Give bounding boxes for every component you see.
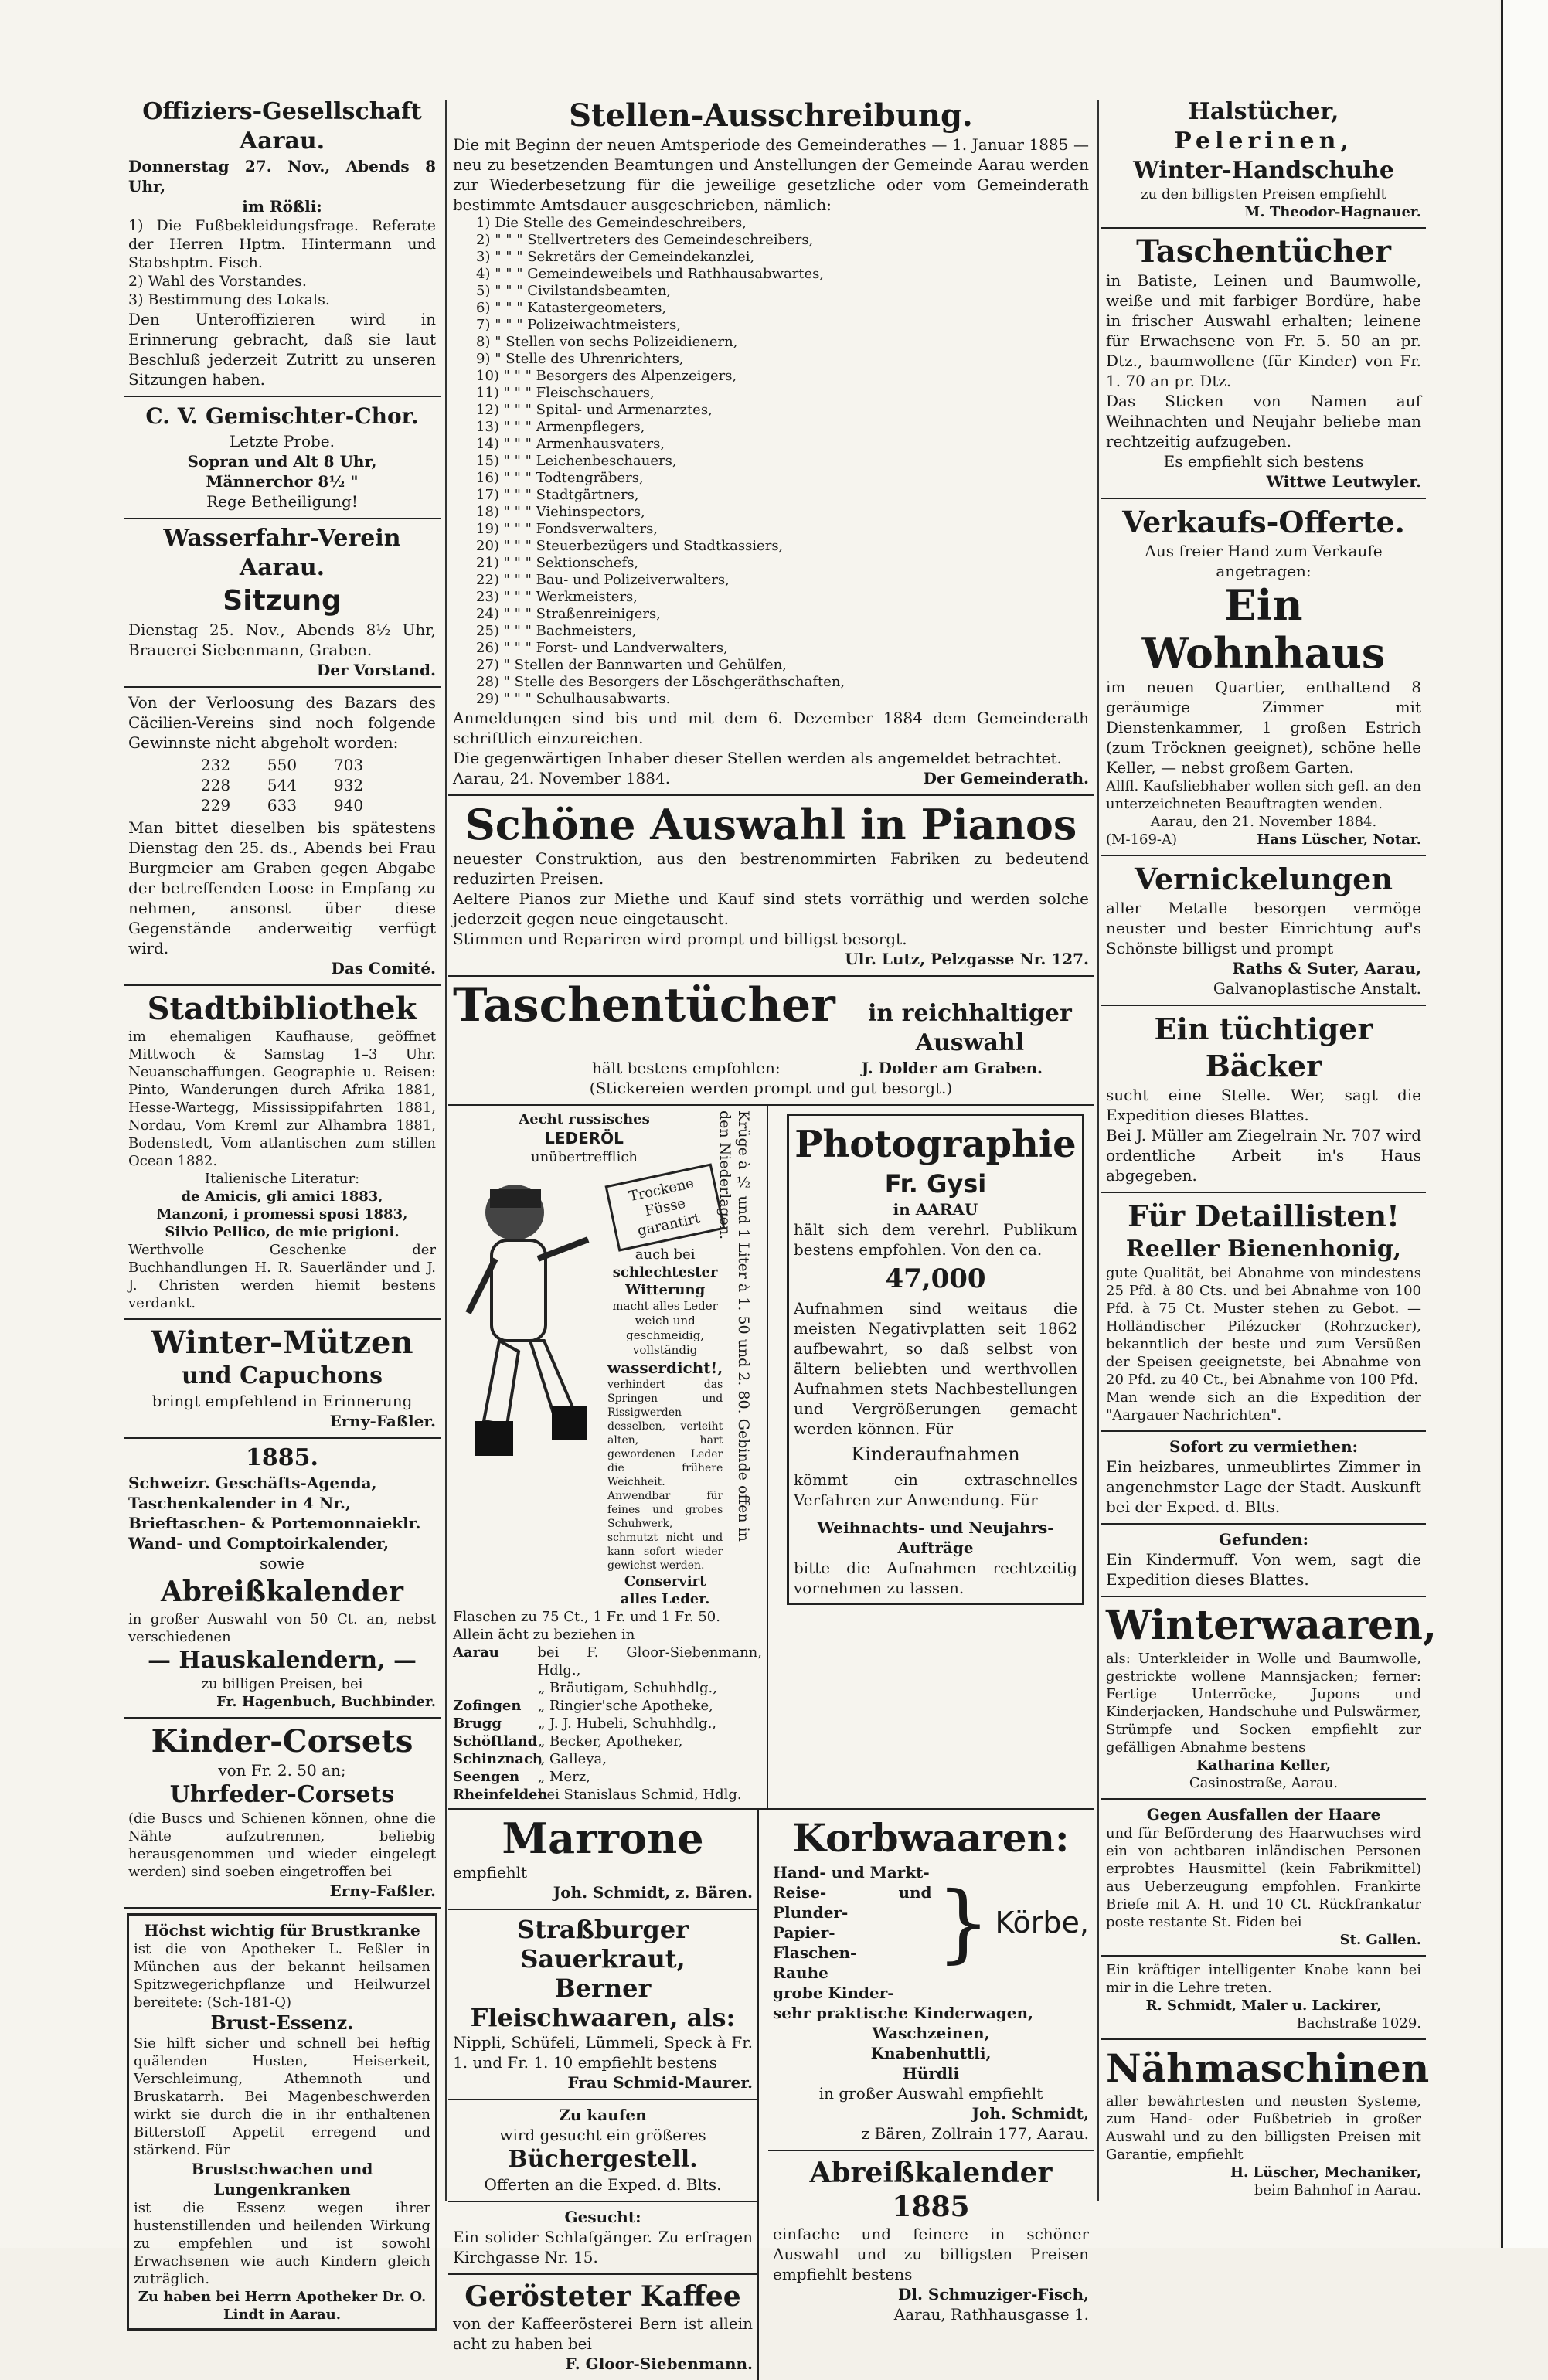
table-row: 232 550 703 bbox=[200, 756, 364, 774]
ad-text: Donnerstag 27. Nov., Abends 8 Uhr, bbox=[128, 157, 436, 196]
ad-text: Es empfiehlt sich bestens bbox=[1163, 452, 1364, 471]
ad-knabe bbox=[1101, 1957, 1426, 2040]
ad-text: in AARAU bbox=[893, 1200, 978, 1219]
ad-signature: F. Gloor-Siebenmann. bbox=[565, 2354, 753, 2373]
ad-gesucht bbox=[448, 2202, 757, 2275]
ad-text: bringt empfehlend in Erinnerung bbox=[151, 1392, 413, 1410]
ad-text: Die mit Beginn der neuen Amtsperiode des Gemeinderathes — 1. Januar 1885 — neu zu besetzenden Beamtungen und Anstellungen der Gemeinde Aarau werden zur Wiederbesetzung für die jeweilige gesetzliche oder vom Gemeinderath bestimmte Amtsdauer ausgeschrieben, nämlich: bbox=[453, 135, 1089, 214]
ad-text: zu den billigsten Preisen empfiehlt bbox=[1141, 186, 1386, 202]
ad-text: im neuen Quartier, enthaltend 8 geräumige Zimmer mit Dienstenkammer, 1 großen Estrich (zum Tröcknen geeignet), schöne helle Keller, — nebst großem Garten. bbox=[1106, 678, 1421, 777]
vertical-text: Krüge à ½ und 1 Liter à 1. 50 und 2. 80. Gebinde offen in den Niederlagen. bbox=[716, 1110, 752, 1542]
ad-text: Sie hilft sicher und schnell bei heftig quälenden Husten, Heiserkeit, Verschleimung, Athemnoth und Bruskatarrh. Bei Magenbeschwerden wirkt sie durch die in ihr enthaltenen Bitterstoff Appetit erregend und stärkend. Für bbox=[134, 2035, 430, 2158]
ad-text: Brieftaschen- & Portemonnaieklr. bbox=[128, 1514, 421, 1532]
list-item bbox=[453, 1644, 762, 1679]
ad-text: auch bei bbox=[635, 1246, 696, 1263]
ad-text: Ein solider Schlafgänger. Zu erfragen Kirchgasse Nr. 15. bbox=[453, 2228, 753, 2266]
list-item: 1) Die Fußbekleidungsfrage. Referate der Herren Hptm. Hintermann und Stabshptm. Fisch. bbox=[128, 217, 436, 271]
ad-text: Ein kräftiger intelligenter Knabe kann bei mir in die Lehre treten. bbox=[1106, 1962, 1421, 1996]
ad-marrone bbox=[448, 1810, 757, 1910]
ad-text: Wand- und Comptoirkalender, bbox=[128, 1534, 390, 1552]
number-table bbox=[182, 754, 383, 816]
ad-title: Straßburger Sauerkraut, bbox=[517, 1915, 689, 1974]
list-item: 10) " " " Besorgers des Alpenzeigers, bbox=[476, 368, 737, 384]
ad-gemischter-chor bbox=[124, 397, 441, 519]
ad-address: Aarau, Rathhausgasse 1. bbox=[893, 2305, 1089, 2324]
ad-title: 1885. bbox=[246, 1444, 318, 1471]
ad-text: zu billigen Preisen, bei bbox=[201, 1676, 363, 1692]
depot-seller: „ J. J. Hubeli, Schuhhdlg., bbox=[538, 1715, 717, 1732]
list-item: 5) " " " Civilstandsbeamten, bbox=[476, 283, 672, 299]
lower-left bbox=[448, 1810, 759, 2380]
ad-title: Offiziers-Gesellschaft Aarau. bbox=[142, 98, 422, 155]
ad-text: als: Unterkleider in Wolle und Baumwolle, gestrickte wollene Mannsjacken; ferner: Fertige Unterröcke, Jupons und Kinderjacken, Handschuhe und Pulswärmer, Strümpfe und Socken empfiehlt zur gefälligen Abnahme bestens bbox=[1106, 1651, 1421, 1756]
ad-title: Wasserfahr-Verein Aarau. bbox=[163, 525, 401, 581]
depot-town: Zofingen bbox=[453, 1698, 522, 1714]
ad-text: hält bestens empfohlen: bbox=[592, 1059, 781, 1077]
ad-text: sowie bbox=[260, 1554, 304, 1572]
ad-vernickelungen bbox=[1101, 856, 1426, 1006]
ad-abreisskalender bbox=[768, 2151, 1094, 2331]
list-item: 24) " " " Straßenreinigers, bbox=[476, 606, 661, 622]
depot-seller: bei F. Gloor-Siebenmann, Hdlg., bbox=[537, 1644, 762, 1678]
depot-seller: bei Stanislaus Schmid, Hdlg. bbox=[538, 1787, 742, 1803]
list-item: 1) Die Stelle des Gemeindeschreibers, bbox=[476, 215, 747, 231]
ad-text: Anmeldungen sind bis und mit dem 6. Dezember 1884 dem Gemeinderath schriftlich einzureichen. bbox=[453, 709, 1089, 747]
ad-text: Letzte Probe. bbox=[230, 432, 335, 450]
ad-text: Flaschen zu 75 Ct., 1 Fr. und 1 Fr. 50. bbox=[453, 1609, 720, 1625]
ad-text: Zu kaufen bbox=[559, 2106, 647, 2124]
ad-text: schlechtester Witterung bbox=[612, 1264, 718, 1298]
ad-text: Aufnahmen sind weitaus die meisten Negativplatten seit 1862 aufbewahrt, so daß selbst von ältern beliebten und werthvollen Aufnahmen stets Nachbestellungen und Vergrößerungen gemacht werden können. Für bbox=[794, 1299, 1077, 1438]
ad-wasserfahr-verein bbox=[124, 519, 441, 688]
ad-title: Taschentücher bbox=[453, 978, 835, 1032]
ad-taschentuecher-leutwyler bbox=[1101, 229, 1426, 499]
ad-title: Nähmaschinen bbox=[1106, 2045, 1430, 2091]
list-item: 26) " " " Forst- und Landverwalters, bbox=[476, 640, 728, 656]
ad-text: Italienische Literatur: bbox=[204, 1171, 360, 1187]
list-item bbox=[453, 1715, 762, 1732]
list-item: 23) " " " Werkmeisters, bbox=[476, 589, 638, 605]
ad-text: empfiehlt bbox=[453, 1863, 528, 1882]
ad-text: unübertrefflich bbox=[530, 1149, 638, 1165]
ad-text: Schweizr. Geschäfts-Agenda, bbox=[128, 1474, 377, 1492]
ad-title: Verkaufs-Offerte. bbox=[1122, 505, 1405, 539]
depot-seller: „ Becker, Apotheker, bbox=[538, 1733, 683, 1749]
ad-lederoel bbox=[448, 1106, 768, 1808]
ad-text: Hürdli bbox=[902, 2064, 960, 2082]
ad-signature: J. Dolder am Graben. bbox=[861, 1059, 1043, 1077]
ad-signature: H. Lüscher, Mechaniker, bbox=[1230, 2164, 1421, 2181]
middle-split bbox=[448, 1106, 1094, 1810]
ad-subtitle: und Capuchons bbox=[182, 1362, 383, 1389]
ad-text: ist die von Apotheker L. Feßler in München aus der bekannt heilsamen Spitzwegerichpflanze und Heilwurzel bereitete: (Sch-181-Q) bbox=[134, 1941, 430, 2011]
list-item: 16) " " " Todtengräbers, bbox=[476, 470, 644, 486]
list-item bbox=[453, 1679, 762, 1697]
ad-text: (Stickereien werden prompt und gut besorgt.) bbox=[589, 1079, 953, 1097]
ad-pianos bbox=[448, 796, 1094, 977]
list-item: 27) " Stellen der Bannwarten und Gehülfen, bbox=[476, 657, 787, 673]
ad-text: sucht eine Stelle. Wer, sagt die Expedition dieses Blattes. bbox=[1106, 1086, 1421, 1124]
list-item: 3) Bestimmung des Lokals. bbox=[128, 291, 330, 308]
ad-text: Allfl. Kaufsliebhaber wollen sich gefl. an den unterzeichneten Beauftragten wenden. bbox=[1106, 778, 1421, 812]
list-item: 19) " " " Fondsverwalters, bbox=[476, 521, 658, 537]
ad-text: neuester Construktion, aus den bestrenommirten Fabriken zu bedeutend reduzirten Preisen. bbox=[453, 849, 1089, 888]
ad-text: Galvanoplastische Anstalt. bbox=[1213, 979, 1421, 998]
ad-signature: Das Comité. bbox=[331, 959, 436, 978]
ad-title: Gefunden: bbox=[1218, 1530, 1309, 1549]
ad-title: Halstücher, bbox=[1188, 98, 1339, 125]
depot-seller: „ Merz, bbox=[538, 1769, 590, 1785]
ad-title: Taschentücher bbox=[1136, 233, 1391, 270]
ad-verloosung bbox=[124, 688, 441, 986]
list-item: 7) " " " Polizeiwachtmeisters, bbox=[476, 317, 682, 333]
ad-text: Rauhe bbox=[773, 1964, 828, 1982]
ad-text: Ein heizbares, unmeublirtes Zimmer in angenehmster Lage der Stadt. Auskunft bei der Exped. d. Blts. bbox=[1106, 1457, 1421, 1516]
ad-title: Brust-Essenz. bbox=[210, 2011, 354, 2034]
ad-text: in großer Auswahl empfiehlt bbox=[818, 2084, 1043, 2103]
ad-kaffee bbox=[448, 2275, 757, 2380]
ad-signature: Joh. Schmidt, z. Bären. bbox=[553, 1883, 753, 1902]
ad-title: Vernickelungen bbox=[1135, 862, 1393, 896]
ad-text: bitte die Aufnahmen rechtzeitig vornehmen zu lassen. bbox=[794, 1559, 1077, 1597]
ad-text: Knabenhuttli, bbox=[870, 2044, 992, 2062]
ad-number: 47,000 bbox=[885, 1263, 986, 1294]
ad-text: macht alles Leder weich und geschmeidig, vollständig bbox=[612, 1299, 718, 1357]
ad-text: Nippli, Schüfeli, Lümmeli, Speck à Fr. 1. und Fr. 1. 10 empfiehlt bestens bbox=[453, 2033, 753, 2072]
list-item: 22) " " " Bau- und Polizeiverwalters, bbox=[476, 572, 730, 588]
ad-text: Bei J. Müller am Ziegelrain Nr. 707 wird ordentliche Arbeit in's Haus abgegeben. bbox=[1106, 1126, 1421, 1185]
ad-text: von der Kaffeerösterei Bern ist allein acht zu haben bei bbox=[453, 2314, 753, 2353]
ad-address: Casinostraße, Aarau. bbox=[1189, 1775, 1339, 1791]
ad-text: in großer Auswahl von 50 Ct. an, nebst verschiedenen bbox=[128, 1611, 436, 1645]
list-item: 11) " " " Fleischschauers, bbox=[476, 385, 655, 401]
list-item: 12) " " " Spital- und Armenarztes, bbox=[476, 402, 713, 418]
column-middle bbox=[448, 93, 1094, 2373]
list-item: 21) " " " Sektionschefs, bbox=[476, 555, 639, 571]
ad-title: Büchergestell. bbox=[508, 2146, 698, 2173]
ad-subtitle: Kinderaufnahmen bbox=[851, 1443, 1020, 1465]
ad-text: sehr praktische Kinderwagen, bbox=[773, 2004, 1034, 2022]
ad-text: aller bewährtesten und neusten Systeme, zum Hand- oder Fußbetrieb in großer Auswahl und zu den billigsten Preisen mit Garantie, empfiehlt bbox=[1106, 2093, 1421, 2163]
ad-signature: Wittwe Leutwyler. bbox=[1266, 472, 1421, 491]
ad-text: wasserdicht!, bbox=[607, 1358, 723, 1377]
ad-signature: Der Gemeinderath. bbox=[923, 769, 1089, 787]
ad-text: Den Unteroffizieren wird in Erinnerung gebracht, daß sie laut Beschluß jederzeit Zutritt zu unseren Sitzungen haben. bbox=[128, 310, 436, 389]
ad-title: Abreißkalender bbox=[160, 1576, 404, 1608]
column-left bbox=[124, 93, 441, 2323]
ad-title: Für Detaillisten! bbox=[1128, 1198, 1400, 1233]
list-item: 15) " " " Leichenbeschauers, bbox=[476, 453, 677, 469]
list-item: 29) " " " Schulhausabwarts. bbox=[476, 691, 671, 707]
ad-title: Pelerinen, bbox=[1174, 128, 1353, 155]
list-item: 25) " " " Bachmeisters, bbox=[476, 623, 637, 639]
ad-haare bbox=[1101, 1800, 1426, 1957]
list-item: 13) " " " Armenpflegers, bbox=[476, 419, 645, 435]
ad-winterwaaren bbox=[1101, 1597, 1437, 1800]
list-item: 14) " " " Armenhausvaters, bbox=[476, 436, 665, 452]
ad-text: Allein ächt zu beziehen in bbox=[453, 1627, 635, 1643]
depot-seller: „ Ringier'sche Apotheke, bbox=[538, 1698, 713, 1714]
ad-signature: Raths & Suter, Aarau, bbox=[1232, 959, 1421, 978]
ad-address: z Bären, Zollrain 177, Aarau. bbox=[861, 2124, 1089, 2143]
brace-glyph: } bbox=[936, 1873, 991, 1972]
list-item: 3) " " " Sekretärs der Gemeindekanzlei, bbox=[476, 249, 755, 265]
card-text: Trockene Füsse garantirt bbox=[627, 1175, 702, 1239]
ad-baecker bbox=[1101, 1006, 1426, 1193]
list-item: 20) " " " Steuerbezügers und Stadtkassiers, bbox=[476, 538, 784, 554]
list-item: 28) " Stelle des Besorgers der Löschgeräthschaften, bbox=[476, 674, 845, 690]
ad-text: kömmt ein extraschnelles Verfahren zur Anwendung. Für bbox=[794, 1470, 1077, 1509]
ad-text: im ehemaligen Kaufhause, geöffnet Mittwoch & Samstag 1–3 Uhr. Neuanschaffungen. Geographie u. Reisen: Pinto, Wanderungen durch Afrika 1881, Hesse-Wartegg, Mississippifahrten 1881, Nordau, Vom Kreml zur Alhambra 1881, Bodenstedt, Vom atlantischen zum stillen Ocean 1882. bbox=[128, 1028, 436, 1169]
ad-text: Männerchor 8½ " bbox=[206, 472, 359, 491]
list-item bbox=[453, 1768, 762, 1786]
ad-naehmaschinen bbox=[1101, 2040, 1430, 2205]
ad-text: Aeltere Pianos zur Miethe und Kauf sind stets vorräthig und werden solche jederzeit gegen neue eingetauscht. bbox=[453, 889, 1089, 928]
ad-text: Werthvolle Geschenke der Buchhandlungen H. R. Sauerländer und J. J. Christen werden hiemit bestens verdankt. bbox=[128, 1242, 436, 1311]
ad-halstuecher bbox=[1101, 93, 1426, 229]
ad-title: Gerösteter Kaffee bbox=[464, 2280, 741, 2313]
ad-title: Abreißkalender 1885 bbox=[809, 2157, 1053, 2223]
ad-kalender-1885 bbox=[124, 1439, 441, 1719]
ad-signature: Hans Lüscher, Notar. bbox=[1257, 831, 1421, 848]
ad-title: Kinder-Corsets bbox=[151, 1723, 413, 1760]
ad-signature: St. Gallen. bbox=[1339, 1932, 1421, 1948]
ad-sauerkraut bbox=[448, 1910, 757, 2100]
ad-text: Hand- und Markt- bbox=[773, 1863, 930, 1882]
ad-text: Dienstag 25. Nov., Abends 8½ Uhr, Brauerei Siebenmann, Graben. bbox=[128, 620, 436, 659]
ad-title: Gesucht: bbox=[564, 2208, 641, 2226]
ad-text: de Amicis, gli amici 1883, bbox=[181, 1188, 383, 1205]
ad-text: Man bittet dieselben bis spätestens Dienstag den 25. ds., Abends bei Frau Burgmeier am Graben gegen Abgabe der betreffenden Loose in Empfang zu nehmen, ansonst über diese Gegenstände anderweitig verfügt wird. bbox=[128, 818, 436, 957]
ad-text: verhindert das Springen und Rissigwerden desselben, verleiht alten, hart gewordenen Leder die frühere Weichheit. Anwendbar für feines und grobes Schuhwerk, schmutzt nicht und kann sofort wieder gewichst werden. bbox=[607, 1379, 723, 1572]
ad-offiziers-gesellschaft bbox=[124, 93, 441, 397]
ad-title: Korbwaaren: bbox=[792, 1815, 1070, 1861]
ad-text: Höchst wichtig für Brustkranke bbox=[144, 1921, 420, 1940]
ad-detaillisten bbox=[1101, 1193, 1426, 1432]
ad-title: Winter-Mützen bbox=[151, 1324, 413, 1361]
ad-buechergestell bbox=[448, 2100, 757, 2202]
ad-title: Ein Wohnhaus bbox=[1141, 580, 1386, 678]
ad-korbwaaren bbox=[768, 1810, 1094, 2151]
list-item: 18) " " " Viehinspectors, bbox=[476, 504, 645, 520]
ad-signature: Frau Schmid-Maurer. bbox=[567, 2073, 753, 2092]
ad-subtitle: in reichhaltiger Auswahl bbox=[868, 1000, 1072, 1056]
ad-text: und für Beförderung des Haarwuchses wird ein von achtbaren inländischen Personen erprobtes Hausmittel (kein Fabrikmittel) aus Ueberzeugung empfohlen. Frankirte Briefe mit A. H. und 10 Ct. Rückfrankatur poste restante St. Fiden bei bbox=[1106, 1825, 1421, 1930]
ad-text: grobe Kinder- bbox=[773, 1984, 894, 2002]
depot-town bbox=[453, 1679, 538, 1697]
ad-signature: Zu haben bei Herrn Apotheker Dr. O. Lindt in Aarau. bbox=[138, 2289, 427, 2323]
stellen-list bbox=[453, 215, 1089, 708]
ad-subtitle: Sitzung bbox=[223, 585, 342, 617]
ad-text: Ein Kindermuff. Von wem, sagt die Expedition dieses Blattes. bbox=[1106, 1550, 1421, 1589]
ad-date: Aarau, den 21. November 1884. bbox=[1150, 814, 1377, 830]
list-item bbox=[453, 1697, 762, 1715]
ad-code: (M-169-A) bbox=[1106, 831, 1177, 848]
ad-text: in Batiste, Leinen und Baumwolle, weiße und mit farbiger Bordüre, habe in frischer Auswahl erhalten; leinene für Erwachsene von Fr. 5. 50 an pr. Dtz., baumwollene (für Kinder) von Fr. 1. 70 an pr. Dtz. bbox=[1106, 271, 1421, 390]
ad-text: Die gegenwärtigen Inhaber dieser Stellen werden als angemeldet betrachtet. bbox=[453, 749, 1062, 767]
list-item: 2) " " " Stellvertreters des Gemeindeschreibers, bbox=[476, 232, 814, 248]
ad-title: Sofort zu vermiethen: bbox=[1169, 1437, 1359, 1456]
depot-town: Aarau bbox=[453, 1644, 499, 1661]
ad-gefunden bbox=[1101, 1525, 1426, 1597]
ad-text: Taschenkalender in 4 Nr., bbox=[128, 1494, 351, 1512]
ad-text: Körbe, bbox=[995, 1906, 1089, 1940]
middle-split-lower bbox=[448, 1810, 1094, 2380]
list-item: 4) " " " Gemeindeweibels und Rathhausabwartes, bbox=[476, 266, 825, 282]
ad-title: Ein tüchtiger Bäcker bbox=[1154, 1012, 1373, 1083]
ad-text: von Fr. 2. 50 an; bbox=[218, 1761, 346, 1780]
ad-signature: Erny-Faßler. bbox=[329, 1882, 436, 1900]
ad-text: Fr. Gysi bbox=[884, 1169, 987, 1198]
ad-subtitle: Reeller Bienenhonig, bbox=[1125, 1236, 1402, 1263]
ad-text: Conservirt alles Leder. bbox=[620, 1573, 710, 1607]
column-divider bbox=[445, 100, 447, 2202]
ad-title: C. V. Gemischter-Chor. bbox=[145, 403, 419, 429]
ad-title: LEDERÖL bbox=[545, 1129, 624, 1148]
ad-title: — Hauskalendern, — bbox=[147, 1647, 417, 1674]
list-item bbox=[453, 1786, 762, 1804]
ad-text: Aecht russisches bbox=[519, 1111, 650, 1127]
ad-title: Photographie bbox=[794, 1123, 1077, 1166]
depot-town: Schöftland bbox=[453, 1733, 538, 1749]
ad-signature: Dl. Schmuziger-Fisch, bbox=[898, 2285, 1089, 2304]
ad-text: Silvio Pellico, de mie prigioni. bbox=[165, 1224, 400, 1240]
ad-brust-essenz bbox=[127, 1913, 437, 2331]
ad-text: Man wende sich an die Expedition der "Aargauer Nachrichten". bbox=[1106, 1389, 1421, 1423]
ad-date: Aarau, 24. November 1884. bbox=[453, 769, 671, 787]
depot-town: Seengen bbox=[453, 1769, 520, 1785]
table-row: 228 544 932 bbox=[200, 776, 364, 794]
man-with-boots-illustration bbox=[453, 1166, 607, 1475]
depot-seller: „ Bräutigam, Schuhhdlg., bbox=[538, 1680, 717, 1696]
ad-title: Stellen-Ausschreibung. bbox=[569, 97, 973, 134]
table-row: 229 633 940 bbox=[200, 796, 364, 814]
ad-title: Winterwaaren, bbox=[1106, 1602, 1437, 1649]
ad-stadtbibliothek bbox=[124, 986, 441, 1320]
list-item: 6) " " " Katastergeometers, bbox=[476, 300, 667, 316]
ad-title: Berner Fleischwaaren, als: bbox=[470, 1974, 736, 2032]
ad-photographie bbox=[777, 1106, 1094, 1808]
list-item: 2) Wahl des Vorstandes. bbox=[128, 273, 307, 290]
ad-text: Das Sticken von Namen auf Weihnachten und Neujahr beliebe man rechtzeitig aufzugeben. bbox=[1106, 392, 1421, 450]
ad-title: Marrone bbox=[502, 1814, 704, 1863]
lower-right bbox=[768, 1810, 1094, 2380]
ad-text: einfache und feinere in schöner Auswahl und zu billigsten Preisen empfiehlt bestens bbox=[773, 2225, 1089, 2283]
ad-text: Waschzeinen, bbox=[872, 2024, 990, 2042]
ad-text: gute Qualität, bei Abnahme von mindestens 25 Pfd. à 80 Cts. und bei Abnahme von 100 Pfd. à 75 Ct. Muster stehen zu Gebot. — Holländischer Pilézucker (Rohrzucker), bekanntlich der beste und zum Versüßen der Speisen geeignetste, bei Abnahme von 20 Pfd. zu 40 Ct., bei Abnahme von 100 Pfd. bbox=[1106, 1265, 1421, 1388]
ad-text: Papier- bbox=[773, 1923, 835, 1942]
ad-text: Aus freier Hand zum Verkaufe angetragen: bbox=[1145, 542, 1383, 580]
ad-title: Winter-Handschuhe bbox=[1133, 157, 1394, 184]
ad-stellen-ausschreibung bbox=[448, 93, 1094, 796]
ad-taschentuecher-dolder bbox=[448, 977, 1094, 1106]
list-item bbox=[453, 1750, 762, 1768]
ad-subtitle: Weihnachts- und Neujahrs-Aufträge bbox=[817, 1518, 1054, 1557]
list-item bbox=[453, 1732, 762, 1750]
ad-subtitle: Uhrfeder-Corsets bbox=[169, 1781, 395, 1808]
ad-signature: R. Schmidt, Maler u. Lackirer, bbox=[1145, 1998, 1382, 2014]
ad-text: (die Buscs und Schienen können, ohne die Nähte aufzutrennen, beliebig herausgenommen und wieder eingelegt werden) sind soeben eingetroffen bei bbox=[128, 1810, 436, 1880]
ad-text: aller Metalle besorgen vermöge neuster und bester Einrichtung auf's Schönste billigst und prompt bbox=[1106, 899, 1421, 957]
ad-title: Gegen Ausfallen der Haare bbox=[1146, 1805, 1381, 1824]
depot-town: Schinznach bbox=[453, 1751, 543, 1767]
ad-address: Bachstraße 1029. bbox=[1296, 2015, 1421, 2032]
column-divider bbox=[1097, 100, 1099, 2202]
ad-text: Stimmen und Repariren wird prompt und billigst besorgt. bbox=[453, 930, 907, 948]
column-right bbox=[1101, 93, 1437, 2217]
ad-title: Stadtbibliothek bbox=[147, 991, 417, 1027]
ad-verkaufs-offerte bbox=[1101, 499, 1426, 856]
ad-text: Manzoni, i promessi sposi 1883, bbox=[156, 1206, 408, 1222]
list-item: 17) " " " Stadtgärtners, bbox=[476, 487, 639, 503]
list-item: 9) " Stelle des Uhrenrichters, bbox=[476, 351, 684, 367]
ad-text: Offerten an die Exped. d. Blts. bbox=[484, 2175, 722, 2194]
depot-seller: „ Galleya, bbox=[538, 1751, 607, 1767]
depot-town: Brugg bbox=[453, 1715, 502, 1732]
ad-text: hält sich dem verehrl. Publikum bestens empfohlen. Von den ca. bbox=[794, 1220, 1077, 1259]
ad-winter-muetzen bbox=[124, 1320, 441, 1439]
ad-title: Schöne Auswahl in Pianos bbox=[464, 800, 1077, 849]
ad-text: Brustschwachen und Lungenkranken bbox=[191, 2160, 373, 2198]
ad-text: ist die Essenz wegen ihrer hustenstillenden und heilenden Wirkung zu empfehlen und ist sowohl Erwachsenen wie auch Kindern gleich zuträglich. bbox=[134, 2200, 430, 2287]
ad-signature: Erny-Faßler. bbox=[329, 1412, 436, 1430]
depot-list bbox=[453, 1644, 762, 1804]
ad-text: im Rößli: bbox=[242, 197, 322, 216]
ad-address: beim Bahnhof in Aarau. bbox=[1254, 2182, 1421, 2198]
list-item: 8) " Stellen von sechs Polizeidienern, bbox=[476, 334, 738, 350]
ad-signature: Katharina Keller, bbox=[1196, 1757, 1331, 1773]
ad-zu-vermiethen bbox=[1101, 1432, 1426, 1525]
ad-text: Flaschen- bbox=[773, 1943, 857, 1962]
ad-kinder-corsets bbox=[124, 1719, 441, 1909]
ad-signature: Der Vorstand. bbox=[316, 661, 436, 679]
ad-signature: M. Theodor-Hagnauer. bbox=[1244, 204, 1421, 220]
ad-signature: Ulr. Lutz, Pelzgasse Nr. 127. bbox=[845, 950, 1089, 968]
ad-text: Sopran und Alt 8 Uhr, bbox=[187, 452, 377, 471]
ad-text: Rege Betheiligung! bbox=[206, 492, 358, 511]
ad-signature: Joh. Schmidt, bbox=[971, 2104, 1089, 2123]
ad-text: Reise- und Plunder- bbox=[773, 1883, 932, 1922]
ad-text: Von der Verloosung des Bazars des Cäcilien-Vereins sind noch folgende Gewinnste nicht abgeholt worden: bbox=[128, 693, 436, 752]
adjacent-page-edge bbox=[1501, 0, 1548, 2248]
ad-signature: Fr. Hagenbuch, Buchbinder. bbox=[216, 1694, 436, 1710]
ad-text: wird gesucht ein größeres bbox=[499, 2126, 706, 2144]
depot-town: Rheinfelden bbox=[453, 1787, 548, 1803]
